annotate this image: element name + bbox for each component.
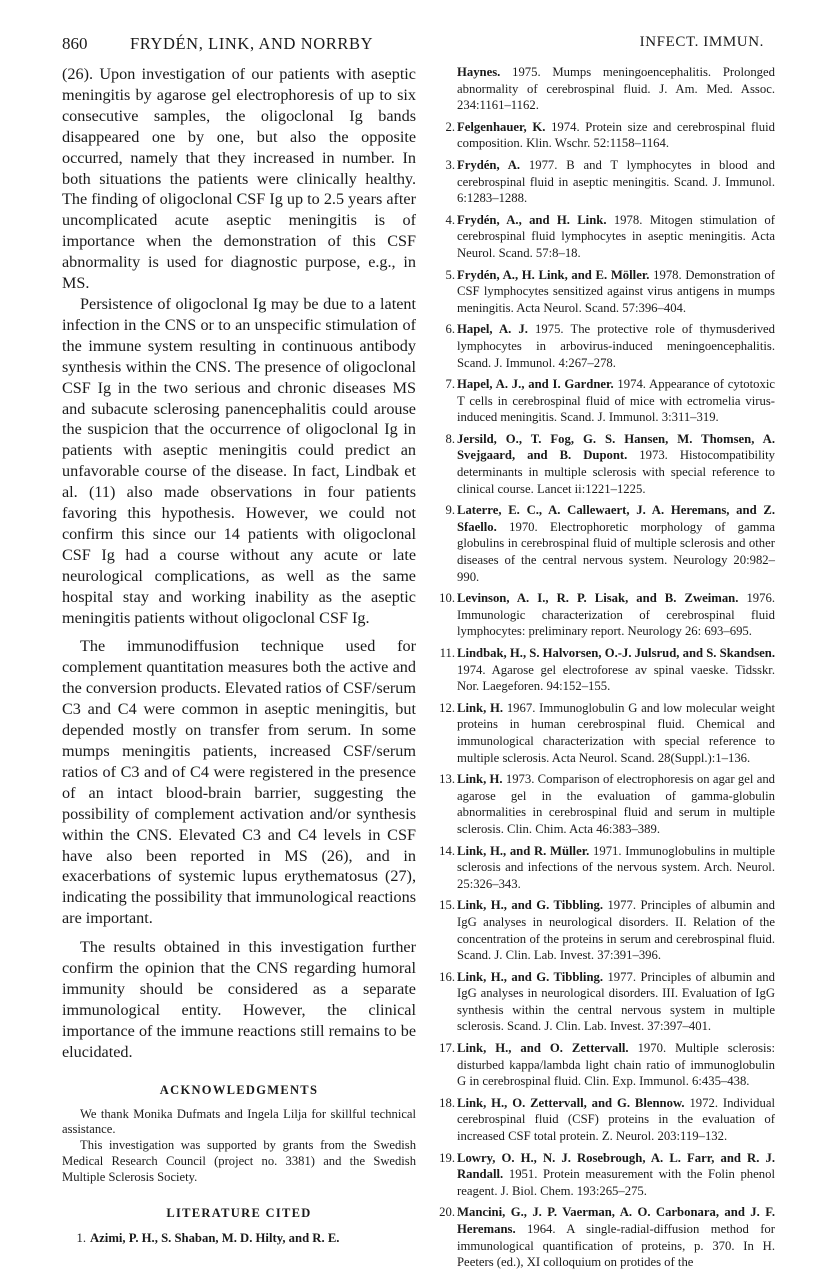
reference-number: 13.	[439, 772, 455, 787]
reference-authors: Haynes.	[457, 65, 501, 79]
reference-number: 8.	[445, 431, 455, 446]
reference-authors: Frydén, A., and H. Link.	[457, 212, 607, 227]
acknowledgment-text: This investigation was supported by grants from the Swedish Medical Research Council (project no. 3381) and the Swedish Multiple Sclerosis Society.	[62, 1138, 416, 1184]
reference-authors: Azimi, P. H., S. Shaban, M. D. Hilty, and R. E.	[90, 1230, 340, 1245]
reference-item	[439, 119, 775, 152]
reference-text: 1972. Individual cerebrospinal fluid (CSF) proteins in the evaluation of increased CSF total protein. Z. Neurol. 203:119–132.	[457, 1095, 776, 1144]
reference-authors: Hapel, A. J., and I. Gardner.	[457, 377, 614, 392]
reference-authors: Link, H., O. Zettervall, and G. Blennow.	[457, 1095, 685, 1110]
reference-authors: Mancini, G., J. P. Vaerman, A. O. Carbonara, and J. F. Heremans.	[457, 1205, 775, 1236]
reference-item	[439, 1204, 775, 1270]
reference-text: 1967. Immunoglobulin G and low molecular weight proteins in human cerebrospinal fluid. Chemical and immunological characterization with special reference to multiple sclerosis. Acta Neurol. Scand. 28(Suppl.):1–136.	[457, 700, 775, 765]
reference-item	[439, 157, 775, 207]
reference-number: 4.	[445, 212, 455, 227]
reference-item	[439, 843, 775, 893]
reference-text: 1973. Histocompatibility determinants in multiple sclerosis with special reference to clinical course. Lancet ii:1221–1225.	[457, 448, 776, 496]
reference-item	[439, 321, 775, 371]
reference-number: 11.	[439, 646, 455, 660]
reference-list	[439, 119, 775, 1271]
reference-number: 17.	[439, 1041, 455, 1056]
left-column	[62, 64, 416, 1251]
reference-item	[439, 590, 775, 640]
reference-authors: Link, H., and O. Zettervall.	[457, 1041, 629, 1056]
reference-item	[439, 1150, 775, 1200]
reference-item	[439, 267, 775, 317]
reference-text: 1975. The protective role of thymusderived lymphocytes in arbovirus-induced meningoencephalitis. Scand. J. Immunol. 4:267–278.	[457, 322, 776, 370]
reference-item	[439, 376, 775, 426]
reference-text: 1951. Protein measurement with the Folin phenol reagent. J. Biol. Chem. 193:265–275.	[457, 1167, 775, 1198]
body-paragraph: The immunodiffusion technique used for complement quantitation measures both the active and the conversion products. Elevated ratios of CSF/serum C3 and C4 were common in aseptic meningitis, but depended mostly on transfer from serum. In some mumps meningitis patients, increased CSF/serum ratios of C3 and of C4 were registered in the presence of an intact blood-brain barrier, suggesting the possibility of complement activation and/or synthesis within the CNS. Elevated C3 and C4 levels in CSF have also been reported in MS (26), and in exacerbations of systemic lupus erythematosus (27), indicating the possibility that immunological reactions are important.	[62, 637, 416, 928]
page-number: 860	[62, 34, 88, 53]
reference-item	[439, 1040, 775, 1090]
reference-authors: Laterre, E. C., A. Callewaert, J. A. Heremans, and Z. Sfaello.	[457, 503, 775, 534]
reference-item	[439, 1095, 775, 1145]
reference-number: 10.	[439, 591, 455, 606]
acknowledgments-heading: ACKNOWLEDGMENTS	[159, 1082, 319, 1097]
reference-item	[439, 645, 775, 695]
reference-continuation	[439, 64, 775, 114]
reference-number: 15.	[439, 898, 455, 913]
reference-text: 1970. Electrophoretic morphology of gamma globulins in cerebrospinal fluid of multiple sclerosis and other diseases of the central nervous system. Neurology 20:982–990.	[457, 519, 775, 584]
reference-item	[439, 771, 775, 837]
reference-text: 1977. Principles of albumin and IgG analyses in neurological disorders. II. Relation of the concentration of the proteins in serum and cerebrospinal fluid. Scand. J. Clin. Lab. Invest. 37:391–396.	[457, 898, 775, 963]
reference-item	[439, 431, 775, 497]
reference-text: 1974. Appearance of cytotoxic T cells in cerebrospinal fluid of mice with ectromelia virus-induced meningitis. Scand. J. Immunol. 3:311–319.	[457, 377, 775, 425]
literature-cited-heading: LITERATURE CITED	[166, 1205, 312, 1220]
reference-text: 1975. Mumps meningoencephalitis. Prolonged abnormality of cerebrospinal fluid. J. Am. Med. Assoc. 234:1161–1162.	[457, 65, 775, 113]
reference-item	[439, 700, 775, 766]
reference-number: 16.	[439, 969, 455, 984]
reference-number: 18.	[439, 1095, 455, 1110]
reference-number: 12.	[439, 700, 455, 715]
reference-item	[439, 502, 775, 585]
reference-authors: Link, H., and G. Tibbling.	[457, 969, 604, 984]
reference-authors: Link, H., and G. Tibbling.	[457, 898, 604, 913]
reference-authors: Link, H., and R. Müller.	[457, 843, 590, 858]
reference-authors: Lowry, O. H., N. J. Rosebrough, A. L. Farr, and R. J. Randall.	[457, 1150, 775, 1182]
reference-authors: Jersild, O., T. Fog, G. S. Hansen, M. Thomsen, A. Svejgaard, and B. Dupont.	[457, 431, 775, 463]
reference-text: 1978. Demonstration of CSF lymphocytes sensitized against virus antigens in mumps meningitis. Acta Neurol. Scand. 57:396–404.	[457, 267, 775, 315]
reference-authors: Link, H.	[457, 700, 504, 715]
reference-text: 1970. Multiple sclerosis: disturbed kappa/lambda light chain ratio of immunoglobulin G in cerebrospinal fluid. Clin. Exp. Immunol. 6:435–438.	[457, 1041, 776, 1089]
reference-text: 1974. Protein size and cerebrospinal fluid composition. Klin. Wschr. 52:1158–1164.	[457, 119, 776, 151]
reference-authors: Felgenhauer, K.	[457, 119, 546, 134]
reference-authors: Levinson, A. I., R. P. Lisak, and B. Zweiman.	[457, 591, 739, 606]
reference-item	[439, 969, 775, 1035]
running-authors: FRYDÉN, LINK, AND NORRBY	[130, 34, 374, 53]
reference-number: 19.	[439, 1150, 455, 1165]
journal-name: INFECT. IMMUN.	[639, 34, 764, 50]
reference-text: 1971. Immunoglobulins in multiple sclerosis and infections of the nervous system. Arch. Neurol. 25:326–343.	[457, 843, 775, 891]
reference-text: 1977. Principles of albumin and IgG analyses in neurological disorders. III. Evaluation of IgG synthesis within the central nervous system in multiple sclerosis. Scand. J. Clin. Lab. Invest. 37:397–401.	[457, 969, 775, 1034]
reference-number: 7.	[445, 377, 455, 392]
reference-authors: Frydén, A., H. Link, and E. Möller.	[457, 267, 650, 282]
running-header	[62, 34, 764, 58]
reference-authors: Hapel, A. J.	[457, 322, 528, 337]
reference-number: 20.	[439, 1205, 455, 1220]
body-paragraph: The results obtained in this investigation further confirm the opinion that the CNS regarding humoral immunity should be considered as a separate immunological entity. However, the clinical importance of the immune reactions still remains to be elucidated.	[62, 938, 416, 1061]
reference-text: 1974. Agarose gel electroforese av spinal vaeske. Tidsskr. Nor. Laegeforen. 94:152–155.	[457, 662, 775, 694]
reference-number: 3.	[445, 157, 455, 172]
reference-text: 1978. Mitogen stimulation of cerebrospinal fluid lymphocytes in aseptic meningitis. Acta Neurol. Scand. 57:8–18.	[457, 212, 775, 260]
acknowledgment-text: We thank Monika Dufmats and Ingela Lilja for skillful technical assistance.	[62, 1106, 416, 1137]
reference-number: 2.	[445, 119, 455, 134]
reference-number: 9.	[445, 503, 455, 518]
reference-number: 5.	[445, 267, 455, 282]
body-paragraph: Persistence of oligoclonal Ig may be due to a latent infection in the CNS or to an unspecific stimulation of the immune system resulting in continuous antibody synthesis within the CNS. The presence of oligoclonal CSF Ig in the two serious and chronic diseases MS and subacute sclerosing panencephalitis could arouse the suspicion that the occurrence of oligoclonal Ig in patients with aseptic meningitis could predict an unfavorable course of the disease. In fact, Lindbak et al. (11) also made observations in four patients favoring this hypothesis. However, we could not confirm this since our 14 patients with oligoclonal CSF Ig had a course without any acute or late neurological complications, as well as the same hospital stay and working inability as the aseptic meningitis patients without oligoclonal CSF Ig.	[62, 294, 416, 627]
reference-authors: Lindbak, H., S. Halvorsen, O.-J. Julsrud, and S. Skandsen.	[457, 646, 776, 660]
reference-authors: Frydén, A.	[457, 157, 521, 172]
reference-number: 1.	[76, 1230, 86, 1245]
reference-text: 1977. B and T lymphocytes in blood and cerebrospinal fluid in aseptic meningitis. Scand. J. Immunol. 6:1283–1288.	[457, 157, 775, 206]
right-column	[439, 64, 775, 1276]
reference-text: 1973. Comparison of electrophoresis on agar gel and agarose gel in the evaluation of gamma-globulin abnormalities in cerebrospinal fluid and serum in multiple sclerosis. Clin. Chim. Acta 46:383–389.	[457, 772, 776, 836]
body-paragraph: (26). Upon investigation of our patients with aseptic meningitis by agarose gel electrophoresis of up to six consecutive samples, the oligoclonal Ig bands disappeared one by one, but also the opposite occurred, namely that they increased in number. In both situations the patients were clinically healthy. The finding of oligoclonal CSF Ig up to 2.5 years after uncomplicated acute aseptic meningitis is of importance when the demonstration of this CSF abnormality is used for diagnostic purpose, e.g., in MS.	[62, 65, 416, 293]
reference-number: 6.	[445, 322, 455, 337]
reference-item	[439, 212, 775, 262]
reference-text: 1964. A single-radial-diffusion method for immunological quantification of proteins, p. 370. In H. Peeters (ed.), XI colloquium on protides of the	[457, 1222, 775, 1270]
reference-authors: Link, H.	[457, 772, 503, 787]
reference-number: 14.	[439, 843, 455, 858]
reference-item	[62, 1230, 416, 1247]
reference-text: 1976. Immunologic characterization of cerebrospinal fluid lymphocytes: preliminary report. Neurology 26: 693–695.	[457, 591, 775, 639]
reference-item	[439, 897, 775, 963]
